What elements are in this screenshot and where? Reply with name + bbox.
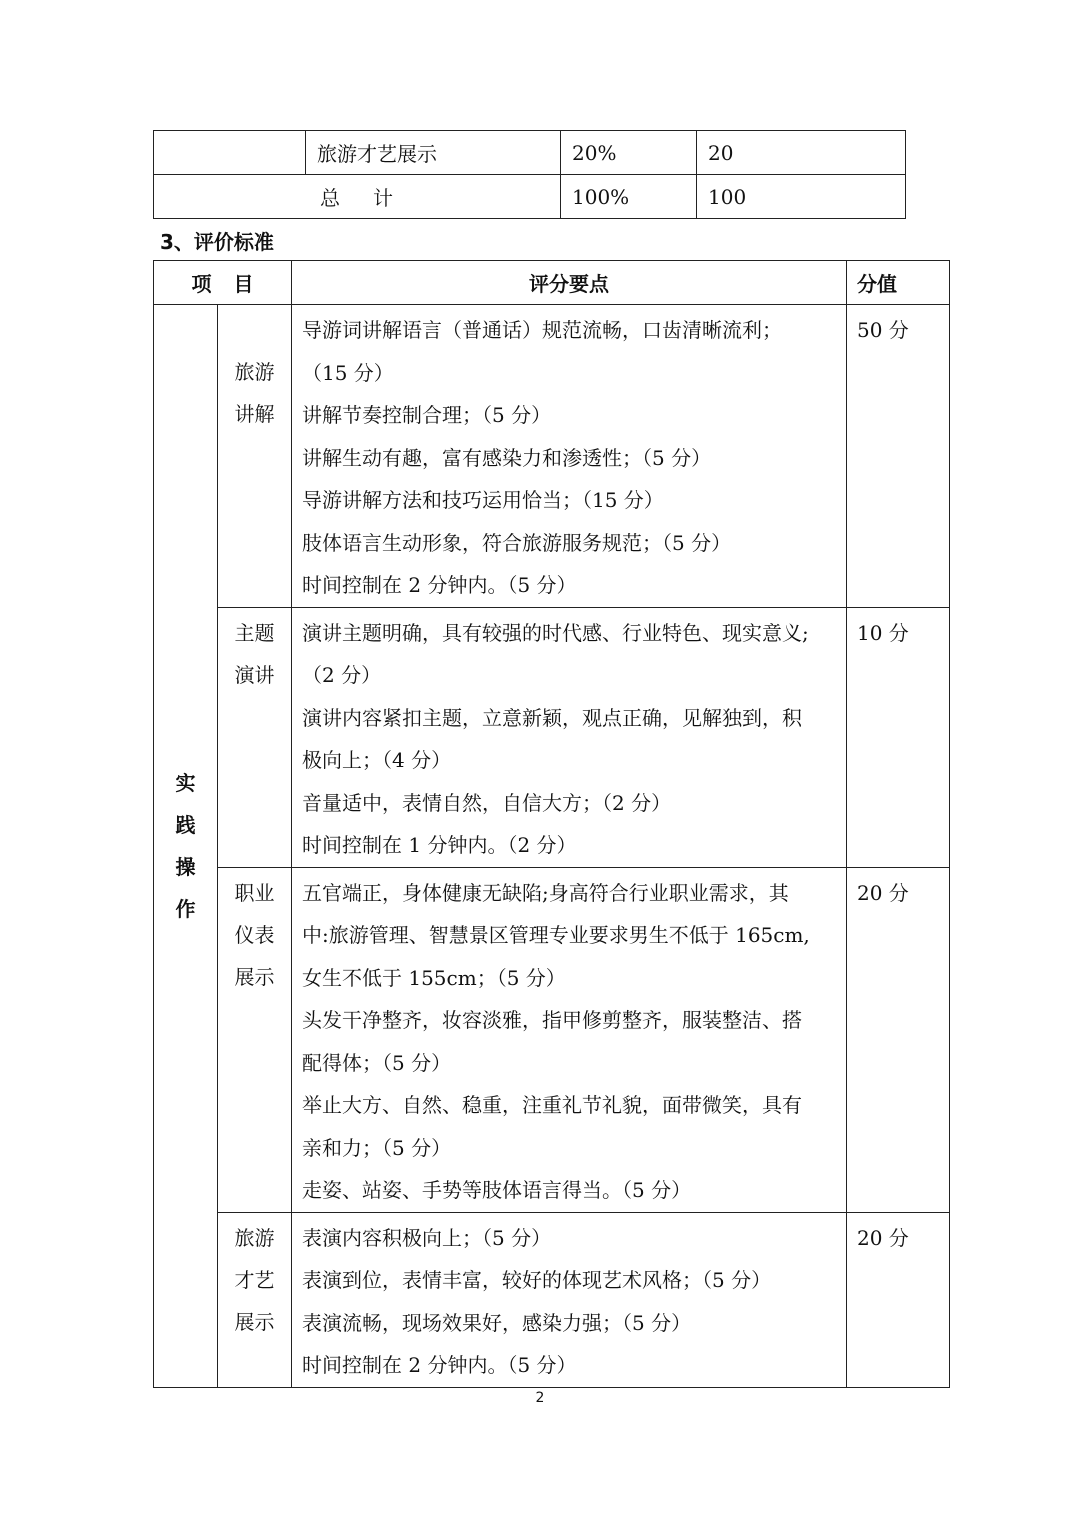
table-row (154, 131, 906, 175)
header-score: 分值 (847, 261, 950, 305)
table-cell: 20% (561, 131, 697, 175)
table-cell (154, 131, 306, 175)
table-cell: 旅游才艺展示 (306, 131, 561, 175)
header-points: 评分要点 (292, 261, 847, 305)
category-cell: 实 践 操 作 (154, 305, 218, 1388)
sub-item-cell: 旅游 才艺 展示 (218, 1212, 292, 1387)
table-row (154, 305, 950, 608)
score-cell: 50 分 (847, 305, 950, 608)
section-title: 3、评价标准 (160, 230, 274, 254)
score-cell: 20 分 (847, 867, 950, 1212)
total-label: 总 计 (154, 175, 561, 219)
points-cell: 导游词讲解语言（普通话）规范流畅，口齿清晰流利； （15 分） 讲解节奏控制合理；（5 分） 讲解生动有趣，富有感染力和渗透性；（5 分） 导游讲解方法和技巧运用恰当；（15 分） 肢体语言生动形象，符合旅游服务规范；（5 分） 时间控制在 2 分钟内。（5 分） (292, 305, 847, 608)
points-cell: 五官端正，身体健康无缺陷;身高符合行业职业需求，其 中:旅游管理、智慧景区管理专业要求男生不低于 165cm, 女生不低于 155cm；（5 分） 头发干净整齐，妆容淡雅，指甲修剪整齐，服装整洁、搭 配得体；（5 分） 举止大方、自然、稳重，注重礼节礼貌，面带微笑，具有 亲和力；（5 分） 走姿、站姿、手势等肢体语言得当。（5 分） (292, 867, 847, 1212)
score-cell: 20 分 (847, 1212, 950, 1387)
points-cell: 表演内容积极向上；（5 分） 表演到位，表情丰富，较好的体现艺术风格；（5 分） 表演流畅，现场效果好，感染力强；（5 分） 时间控制在 2 分钟内。（5 分） (292, 1212, 847, 1387)
table-row (154, 607, 950, 867)
header-item: 项 目 (154, 261, 292, 305)
table-cell: 100% (561, 175, 697, 219)
table-cell: 100 (697, 175, 906, 219)
criteria-table (153, 260, 950, 1388)
weight-summary-table (153, 130, 906, 219)
points-cell: 演讲主题明确，具有较强的时代感、行业特色、现实意义; （2 分） 演讲内容紧扣主题，立意新颖，观点正确，见解独到，积 极向上；（4 分） 音量适中，表情自然，自信大方；（2 分） 时间控制在 1 分钟内。（2 分） (292, 607, 847, 867)
page-number: 2 (535, 1390, 545, 1406)
table-cell: 20 (697, 131, 906, 175)
sub-item-cell: 旅游 讲解 (218, 305, 292, 608)
score-cell: 10 分 (847, 607, 950, 867)
table-row (154, 175, 906, 219)
sub-item-cell: 职业 仪表 展示 (218, 867, 292, 1212)
sub-item-cell: 主题 演讲 (218, 607, 292, 867)
table-row (154, 1212, 950, 1387)
table-row (154, 867, 950, 1212)
table-header-row (154, 261, 950, 305)
